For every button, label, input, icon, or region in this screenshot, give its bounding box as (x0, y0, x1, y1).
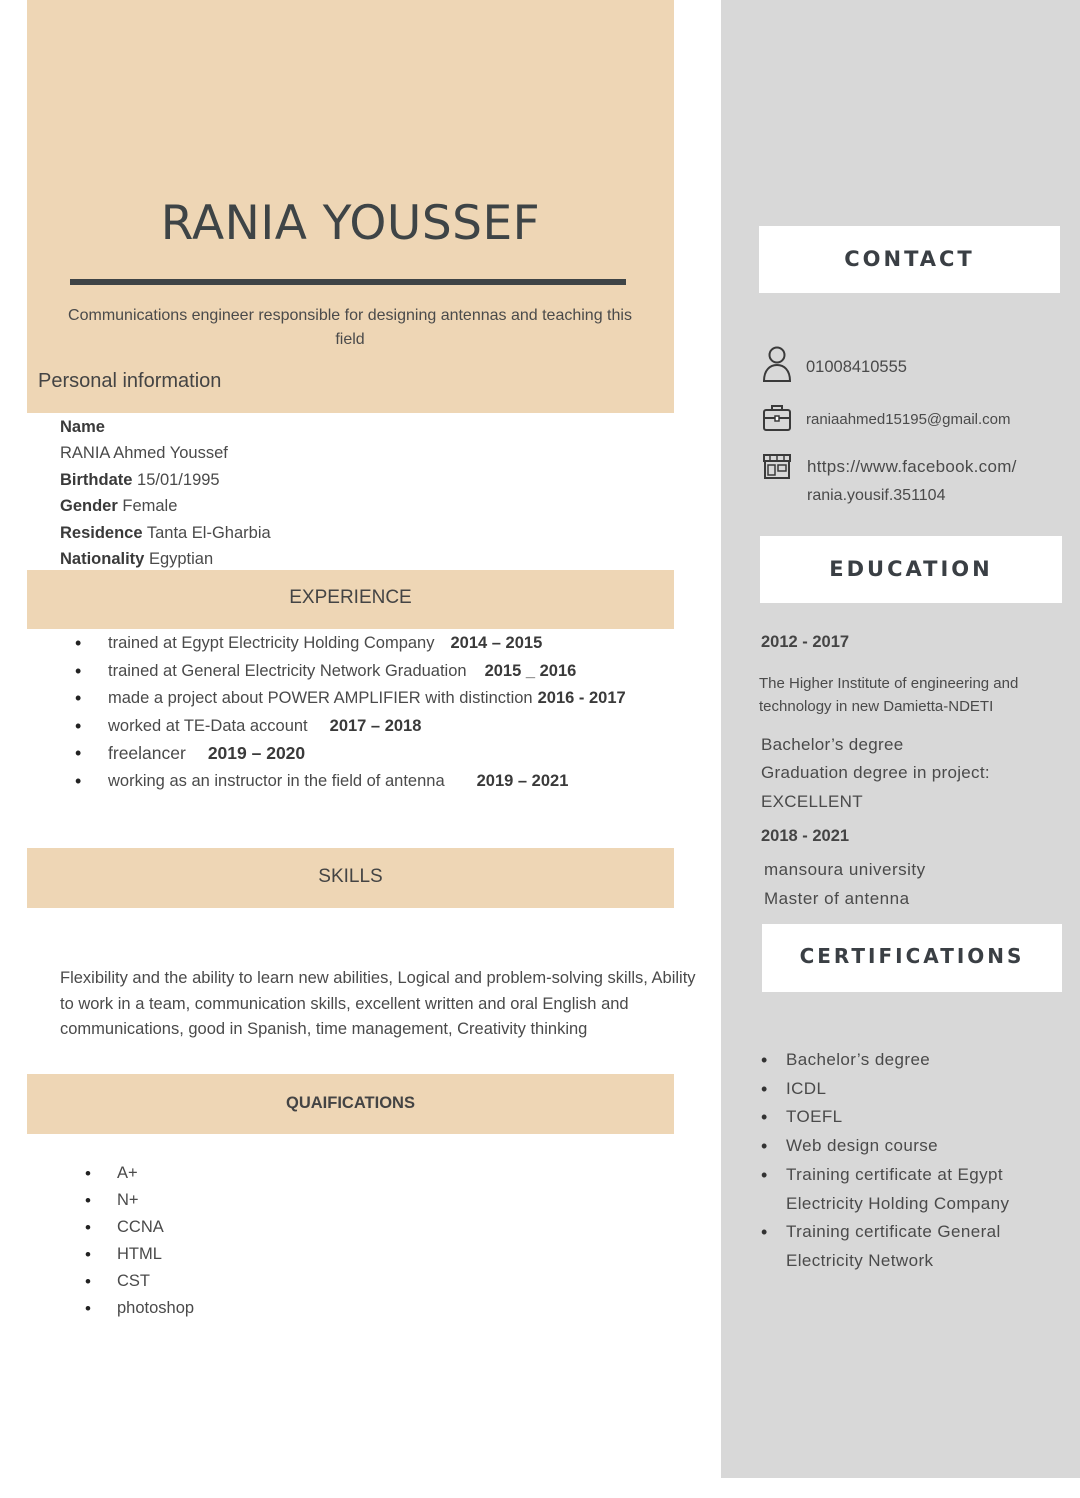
gender-row (60, 493, 271, 519)
name-value: RANIA Ahmed Youssef (60, 444, 228, 463)
degree: Bachelor’s degree (761, 735, 904, 754)
contact-heading: CONTACT (759, 226, 1060, 293)
experience-list (75, 630, 626, 795)
list-item: • Web design course (760, 1132, 1056, 1161)
list-item: • HTML (85, 1241, 194, 1268)
education-period: 2012 - 2017 (761, 633, 850, 651)
residence-row (60, 520, 271, 546)
person-icon (762, 346, 792, 382)
residence-value: Tanta El-Gharbia (146, 523, 271, 542)
birthdate-value: 15/01/1995 (137, 470, 220, 489)
facebook-url-continued[interactable]: rania.yousif.351104 (807, 487, 946, 504)
name-divider (70, 279, 626, 285)
list-item: • trained at General Electricity Network Graduation 2015 _ 2016 (75, 658, 626, 686)
birthdate-label: Birthdate (60, 470, 133, 489)
experience-years: 2016 - 2017 (537, 689, 626, 707)
education-heading: EDUCATION (760, 536, 1062, 603)
certifications-heading: CERTIFICATIONS (762, 924, 1062, 992)
university-name: mansoura university (764, 860, 926, 879)
profile-summary: Communications engineer responsible for designing antennas and teaching this field (68, 307, 632, 348)
certifications-list (760, 1046, 1056, 1276)
list-item: • Training certificate General Electricity Network (760, 1218, 1046, 1275)
institute-name-continued: technology in new Damietta-NDETI (759, 698, 994, 715)
list-item: • CST (85, 1268, 194, 1295)
briefcase-icon (762, 403, 792, 433)
list-item: • CCNA (85, 1214, 194, 1241)
institute-name: The Higher Institute of engineering and (759, 675, 1019, 692)
list-item: • A+ (85, 1160, 194, 1187)
experience-years: 2017 – 2018 (329, 716, 422, 735)
experience-years: 2015 _ 2016 (484, 661, 577, 680)
skills-heading: SKILLS (318, 866, 383, 887)
birthdate-row (60, 467, 271, 493)
phone-number[interactable]: 01008410555 (806, 358, 907, 376)
list-item: • N+ (85, 1187, 194, 1214)
experience-years: 2019 – 2020 (207, 743, 306, 763)
gender-label: Gender (60, 497, 118, 516)
list-item: • Bachelor’s degree (760, 1046, 1056, 1075)
list-item: • made a project about POWER AMPLIFIER with distinction 2016 - 2017 (75, 685, 626, 713)
list-item: • Training certificate at Egypt Electricity Holding Company (760, 1161, 1056, 1218)
skills-text: Flexibility and the ability to learn new abilities, Logical and problem-solving skills, Ability to work in a team, communication skills, excellent written and oral English and communications, good in Spanish, time management, Creativity thinking (60, 969, 696, 1038)
name-row (60, 414, 271, 440)
graduation-grade: EXCELLENT (761, 792, 863, 811)
store-icon (762, 451, 792, 481)
list-item: • trained at Egypt Electricity Holding Company 2014 – 2015 (75, 630, 626, 658)
education-period: 2018 - 2021 (761, 827, 850, 845)
personal-info (60, 414, 271, 572)
list-item: • photoshop (85, 1295, 194, 1322)
list-item: • freelancer 2019 – 2020 (75, 740, 626, 768)
nationality-row (60, 546, 271, 572)
experience-years: 2019 – 2021 (476, 771, 569, 790)
gender-value: Female (122, 497, 178, 516)
email-address[interactable]: raniaahmed15195@gmail.com (806, 411, 1011, 428)
nationality-value: Egyptian (148, 550, 214, 569)
personal-info-heading: Personal information (38, 370, 222, 392)
candidate-name: RANIA YOUSSEF (160, 196, 541, 251)
graduation-grade-label: Graduation degree in project: (761, 763, 990, 782)
residence-label: Residence (60, 523, 143, 542)
name-label: Name (60, 418, 105, 436)
list-item: • working as an instructor in the field of antenna 2019 – 2021 (75, 768, 626, 796)
qualifications-heading: QUAIFICATIONS (286, 1094, 415, 1112)
experience-heading: EXPERIENCE (289, 587, 412, 608)
list-item: • ICDL (760, 1075, 1056, 1104)
qualifications-list (85, 1160, 194, 1322)
list-item: • worked at TE-Data account 2017 – 2018 (75, 713, 626, 741)
facebook-url[interactable]: https://www.facebook.com/ (807, 457, 1017, 476)
nationality-label: Nationality (60, 550, 145, 569)
experience-years: 2014 – 2015 (450, 634, 543, 652)
master-degree: Master of antenna (764, 889, 910, 908)
list-item: • TOEFL (760, 1103, 1056, 1132)
